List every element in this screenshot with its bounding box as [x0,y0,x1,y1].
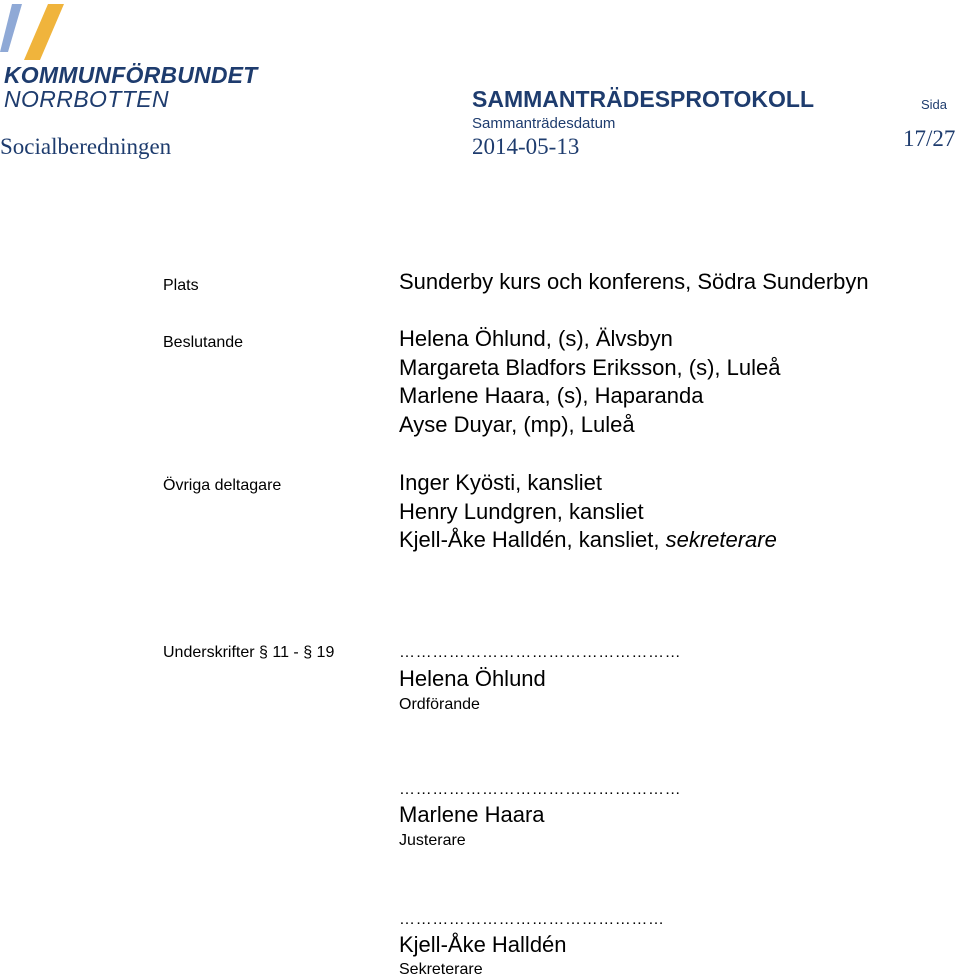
signature-role: Justerare [399,832,466,849]
kommunforbundet-logo-icon [0,0,70,64]
decision-makers-list [399,325,781,440]
logo-stripe-blue [0,4,22,52]
signature-name: Kjell-Åke Halldén [399,932,567,957]
decision-makers-label: Beslutande [163,334,244,351]
signature-name: Helena Öhlund [399,666,546,691]
other-participants-list [399,469,777,555]
signatures-label: Underskrifter § 11 - § 19 [163,644,335,661]
list-item: Marlene Haara, (s), Haparanda [399,383,704,409]
list-item [399,526,777,555]
place-text: Sunderby kurs och konferens, Södra Sunderbyn [399,269,869,294]
document-title: SAMMANTRÄDESPROTOKOLL [472,86,815,112]
logo-text-line2: NORRBOTTEN [4,86,169,112]
participant-role: sekreterare [665,527,777,553]
page-number: 17/27 [903,126,956,151]
signature-name: Marlene Haara [399,802,545,827]
list-item: Henry Lundgren, kansliet [399,498,644,524]
page-label: Sida [921,97,948,112]
meeting-date: 2014-05-13 [472,134,580,159]
other-participants-label: Övriga deltagare [163,477,282,494]
list-item: Helena Öhlund, (s), Älvsbyn [399,326,673,351]
signature-line: …………………………………………… [399,644,682,661]
list-item: Inger Kyösti, kansliet [399,470,602,495]
list-item: Margareta Bladfors Eriksson, (s), Luleå [399,354,781,380]
organization-name: Socialberedningen [0,134,172,159]
place-value [399,268,869,297]
logo-stripe-orange [24,4,64,60]
logo-text-line1: KOMMUNFÖRBUNDET [4,62,258,88]
signature-line: ………………………………………… [399,911,665,928]
participant-text: Kjell-Åke Halldén, kansliet, [399,527,666,553]
place-label: Plats [163,277,199,294]
signature-role: Sekreterare [399,961,483,978]
meeting-date-label: Sammanträdesdatum [472,115,616,132]
list-item: Ayse Duyar, (mp), Luleå [399,412,635,438]
signature-role: Ordförande [399,696,480,713]
signature-line: …………………………………………… [399,781,682,798]
